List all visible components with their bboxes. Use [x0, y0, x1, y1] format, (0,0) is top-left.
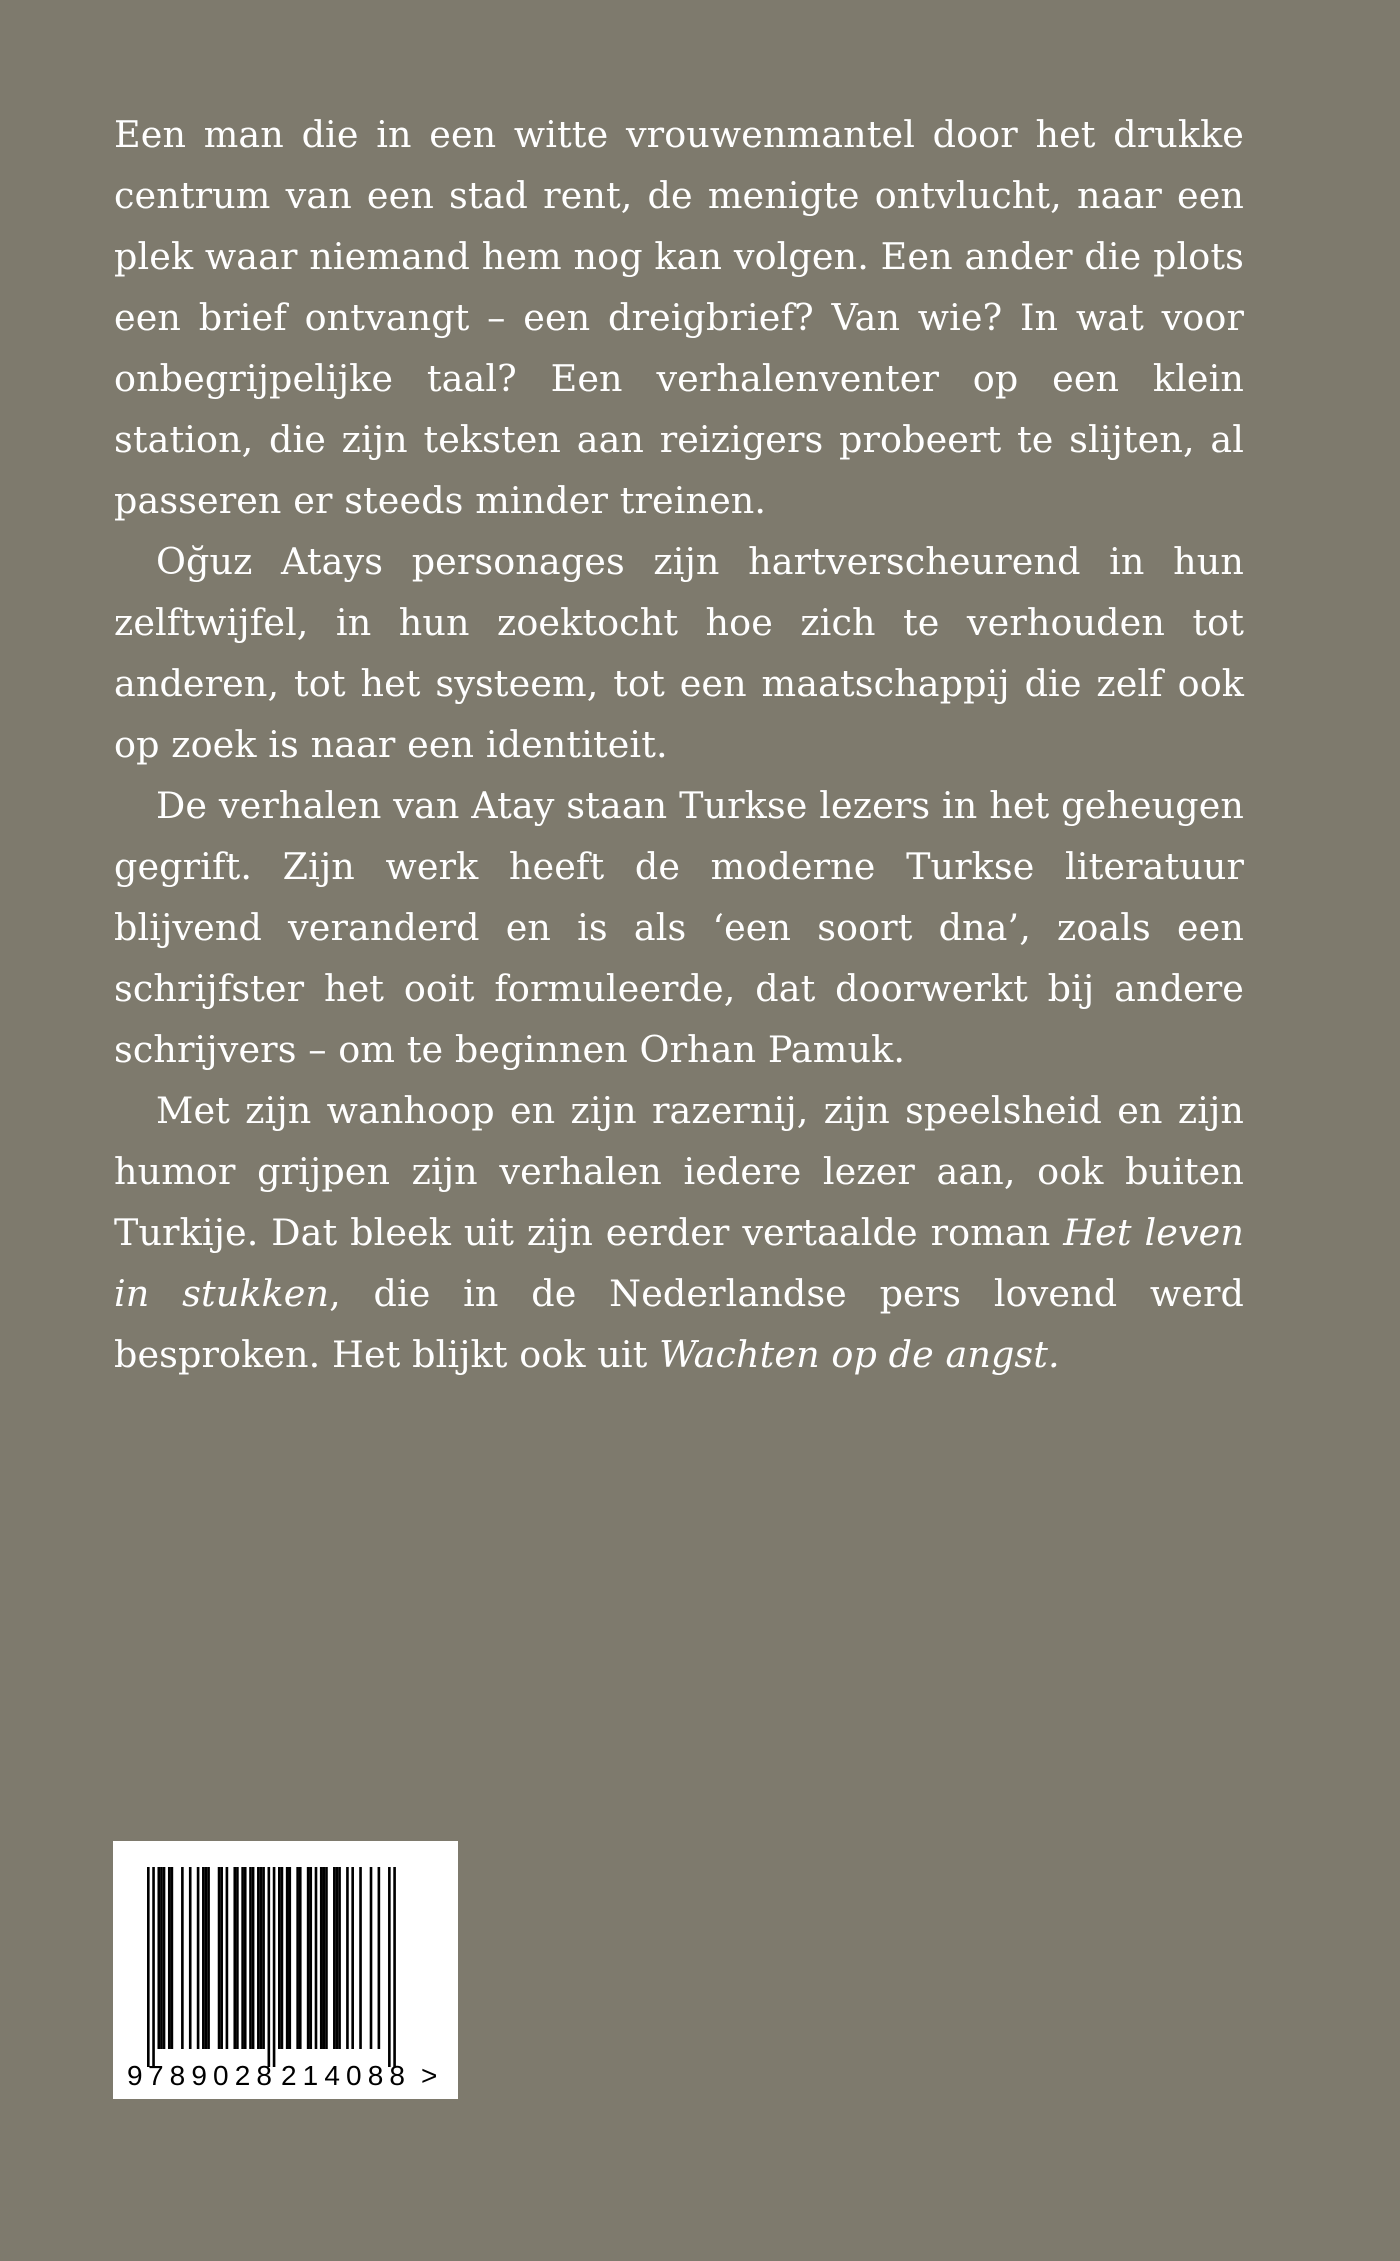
barcode-bar	[220, 1867, 223, 2049]
barcode-bar	[346, 1867, 349, 2049]
barcode-bar	[307, 1867, 310, 2049]
barcode-bars	[147, 1867, 396, 2067]
barcode-bar	[281, 1867, 284, 2049]
barcode-bar	[157, 1867, 160, 2049]
barcode-bar	[197, 1867, 200, 2049]
barcode-bar	[218, 1867, 221, 2049]
barcode-bar	[168, 1867, 171, 2049]
barcode-bar	[351, 1867, 354, 2049]
barcode-bar	[323, 1867, 326, 2049]
barcode-bar	[160, 1867, 163, 2049]
barcode-bar	[315, 1867, 318, 2049]
barcode-bar	[252, 1867, 255, 2049]
barcode-bar	[236, 1867, 239, 2049]
barcode-bar	[268, 1867, 271, 2067]
barcode-left-digits: 789028	[148, 2060, 272, 2091]
barcode-bar	[241, 1867, 244, 2049]
barcode-bar	[202, 1867, 205, 2049]
blurb-paragraph-3: De verhalen van Atay staan Turkse lezers in het geheugen gegrift. Zijn werk heeft de moderne Turkse literatuur blijvend veranderd en is als ‘een soort dna’, zoals een schrijfster het ooit formuleerde, dat doorwerkt bij andere schrijvers – om te beginnen Orhan Pamuk.	[114, 784, 1244, 1071]
barcode-bar	[320, 1867, 323, 2049]
barcode-bar	[152, 1867, 155, 2067]
barcode-bar	[378, 1867, 381, 2049]
barcode-right-digits: 214088	[281, 2060, 405, 2091]
blurb-paragraph-4-text-a: Met zijn wanhoop en zijn razernij, zijn speelsheid en zijn humor grijpen zijn verhalen iedere lezer aan, ook buiten Turkije. Dat bleek uit zijn eerder vertaalde roman	[114, 1089, 1244, 1254]
blurb-paragraph-4	[114, 1080, 1244, 1385]
barcode-bar	[189, 1867, 192, 2049]
barcode-bar	[338, 1867, 341, 2049]
book-title-het-leven-in-stukken: Het leven in stukken	[114, 1211, 1244, 1315]
barcode-bar	[181, 1867, 184, 2049]
barcode-bar	[388, 1867, 391, 2067]
barcode-bar	[260, 1867, 263, 2049]
barcode-bar	[257, 1867, 260, 2049]
barcode-bar	[288, 1867, 291, 2049]
barcode-quiet-zone-mark: >	[421, 2060, 438, 2091]
isbn-barcode	[113, 1841, 458, 2099]
barcode-bar	[359, 1867, 362, 2049]
barcode-bar	[325, 1867, 328, 2049]
barcode-bar	[244, 1867, 247, 2049]
blurb-paragraph-4-text-b: , die in de Nederlandse pers lovend werd besproken. Het blijkt ook uit	[114, 1272, 1244, 1376]
barcode-bar	[370, 1867, 373, 2049]
barcode-bar	[336, 1867, 339, 2049]
barcode-bar	[147, 1867, 150, 2067]
barcode-bar	[286, 1867, 289, 2049]
blurb-paragraph-2: Oğuz Atays personages zijn hartverscheurend in hun zelftwijfel, in hun zoektocht hoe zich te verhouden tot anderen, tot het systeem, tot een maatschappij die zelf ook op zoek is naar een identiteit.	[114, 540, 1244, 766]
barcode-bar	[262, 1867, 265, 2049]
barcode-first-digit: 9	[127, 2060, 143, 2091]
blurb-paragraph-1: Een man die in een witte vrouwenmantel door het drukke centrum van een stad rent, de menigte ontvlucht, naar een plek waar niemand hem nog kan volgen. Een ander die plots een brief ontvangt – een dreigbrief? Van wie? In wat voor onbegrijpelijke taal? Een verhalenventer op een klein station, die zijn teksten aan reizigers probeert te slijten, al passeren er steeds minder treinen.	[114, 113, 1244, 522]
barcode-bar	[233, 1867, 236, 2049]
barcode-bar	[273, 1867, 276, 2067]
barcode-bar	[171, 1867, 174, 2049]
barcode-bar	[393, 1867, 396, 2067]
barcode-bar	[226, 1867, 229, 2049]
book-title-wachten-op-de-angst: Wachten op de angst.	[659, 1333, 1060, 1376]
barcode-bar	[296, 1867, 299, 2049]
blurb-text	[114, 104, 1244, 1385]
barcode-bar	[333, 1867, 336, 2049]
barcode-bar	[249, 1867, 252, 2049]
barcode-bar	[299, 1867, 302, 2049]
barcode-graphic	[113, 1841, 458, 2099]
barcode-bar	[207, 1867, 210, 2049]
barcode-bar	[205, 1867, 208, 2049]
barcode-bar	[278, 1867, 281, 2049]
barcode-bar	[163, 1867, 166, 2049]
barcode-bar	[309, 1867, 312, 2049]
